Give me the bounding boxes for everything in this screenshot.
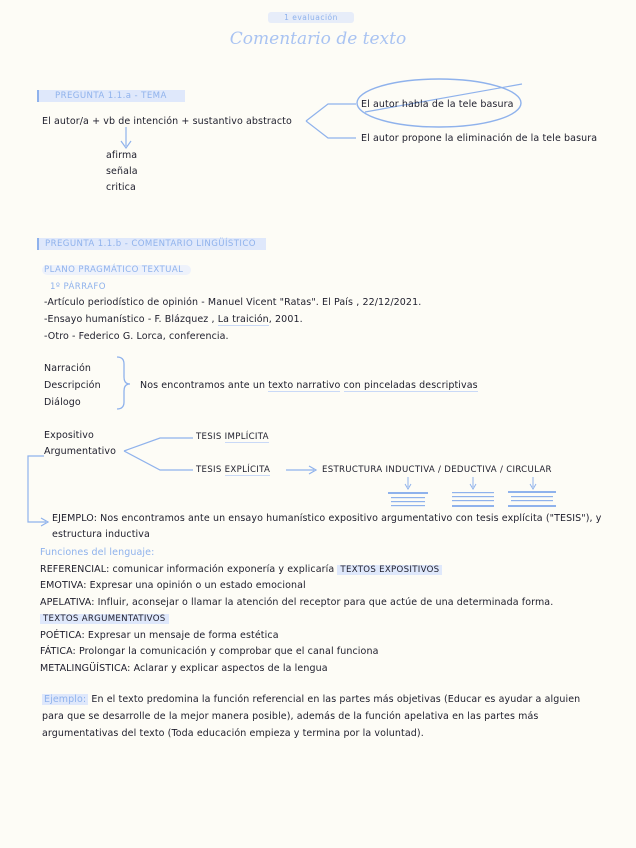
modes-note-prefix: Nos encontramos ante un xyxy=(140,380,266,391)
q2-item-otro: -Otro - Federico G. Lorca, conferencia. xyxy=(44,331,229,342)
metalinguistica-text: Aclarar y explicar aspectos de la lengua xyxy=(133,663,328,674)
emotiva-label: EMOTIVA: xyxy=(40,580,87,591)
ensayo-prefix: -Ensayo humanístico - F. Blázquez , xyxy=(44,314,215,325)
ejemplo-line-2: estructura inductiva xyxy=(52,529,150,540)
ejemplo-final-line-1 xyxy=(42,694,580,705)
ejemplo-final-label: Ejemplo: xyxy=(44,694,87,705)
q1-example-good: El autor propone la eliminación de la tele basura xyxy=(361,133,598,144)
tesis-implicita xyxy=(196,432,269,442)
q1-verb-1: afirma xyxy=(106,150,138,161)
referencial-text: comunicar información exponería y explicaría xyxy=(112,564,335,575)
fatica-label: FÁTICA: xyxy=(40,646,76,657)
funcion-apelativa xyxy=(40,597,553,608)
tesis-implicita-prefix: TESIS xyxy=(196,432,222,442)
funcion-emotiva xyxy=(40,580,306,591)
ejemplo-final-line-2: para que se desarrolle de la mejor manera posible), además de la función apelativa en las partes más xyxy=(42,711,539,722)
emotiva-text: Expresar una opinión o un estado emocional xyxy=(89,580,306,591)
funciones-heading: Funciones del lenguaje: xyxy=(40,547,155,558)
parrafo-heading: 1º PÁRRAFO xyxy=(50,282,106,292)
q1-verb-2: señala xyxy=(106,166,138,177)
apelativa-text: Influir, aconsejar o llamar la atención del receptor para que actúe de una determinada forma. xyxy=(97,597,554,608)
funcion-referencial xyxy=(40,564,442,575)
ensayo-title: La traición xyxy=(217,314,269,325)
mode-descripcion: Descripción xyxy=(44,380,101,391)
referencial-tag: TEXTOS EXPOSITIVOS xyxy=(337,565,442,575)
q1-example-crossed: El autor habla de la tele basura xyxy=(361,99,514,110)
type-argumentativo: Argumentativo xyxy=(44,446,117,457)
tesis-implicita-highlight: IMPLÍCITA xyxy=(224,432,269,442)
modes-note-highlight: texto narrativo xyxy=(268,380,341,391)
ejemplo-final-line-3: argumentativas del texto (Toda educación empieza y termina por la voluntad). xyxy=(42,728,424,739)
page-title: Comentario de texto xyxy=(229,29,407,49)
modes-note-suffix: con pinceladas descriptivas xyxy=(343,380,478,391)
q1-verb-3: critica xyxy=(106,182,136,193)
poetica-text: Expresar un mensaje de forma estética xyxy=(87,630,279,641)
q2-heading: PREGUNTA 1.1.b - COMENTARIO LINGÜÍSTICO xyxy=(37,238,266,250)
tesis-explicita-highlight: EXPLÍCITA xyxy=(224,465,271,475)
tesis-explicita xyxy=(196,465,270,475)
funcion-poetica xyxy=(40,630,279,641)
estructura-label: ESTRUCTURA INDUCTIVA / DEDUCTIVA / CIRCULAR xyxy=(322,465,552,475)
q2-item-articulo: -Artículo periodístico de opinión - Manuel Vicent "Ratas". El País , 22/12/2021. xyxy=(44,297,422,308)
mode-dialogo: Diálogo xyxy=(44,397,81,408)
mode-narracion: Narración xyxy=(44,363,91,374)
q2-item-ensayo xyxy=(44,314,303,325)
plano-heading: PLANO PRAGMÁTICO TEXTUAL xyxy=(42,265,191,275)
apelativa-label: APELATIVA: xyxy=(40,597,95,608)
funcion-metalinguistica xyxy=(40,663,328,674)
metalinguistica-label: METALINGÜÍSTICA: xyxy=(40,663,131,674)
q1-formula: El autor/a + vb de intención + sustantivo abstracto xyxy=(42,116,292,127)
ejemplo-final-text-1: En el texto predomina la función referencial en las partes más objetivas (Educar es ayudar a alguien xyxy=(91,694,581,705)
q1-heading: PREGUNTA 1.1.a - TEMA xyxy=(37,90,185,102)
type-expositivo: Expositivo xyxy=(44,430,94,441)
tesis-explicita-prefix: TESIS xyxy=(196,465,222,475)
poetica-label: POÉTICA: xyxy=(40,630,85,641)
ejemplo-line-1: EJEMPLO: Nos encontramos ante un ensayo humanístico expositivo argumentativo con tesis explícita ("TESIS"), y xyxy=(52,513,602,524)
modes-note xyxy=(140,380,478,391)
funcion-fatica xyxy=(40,646,379,657)
apelativa-tag: TEXTOS ARGUMENTATIVOS xyxy=(40,614,169,624)
header-tag: 1 evaluación xyxy=(268,12,354,23)
fatica-text: Prolongar la comunicación y comprobar que el canal funciona xyxy=(78,646,379,657)
ensayo-suffix: , 2001. xyxy=(268,314,303,325)
referencial-label: REFERENCIAL: xyxy=(40,564,110,575)
